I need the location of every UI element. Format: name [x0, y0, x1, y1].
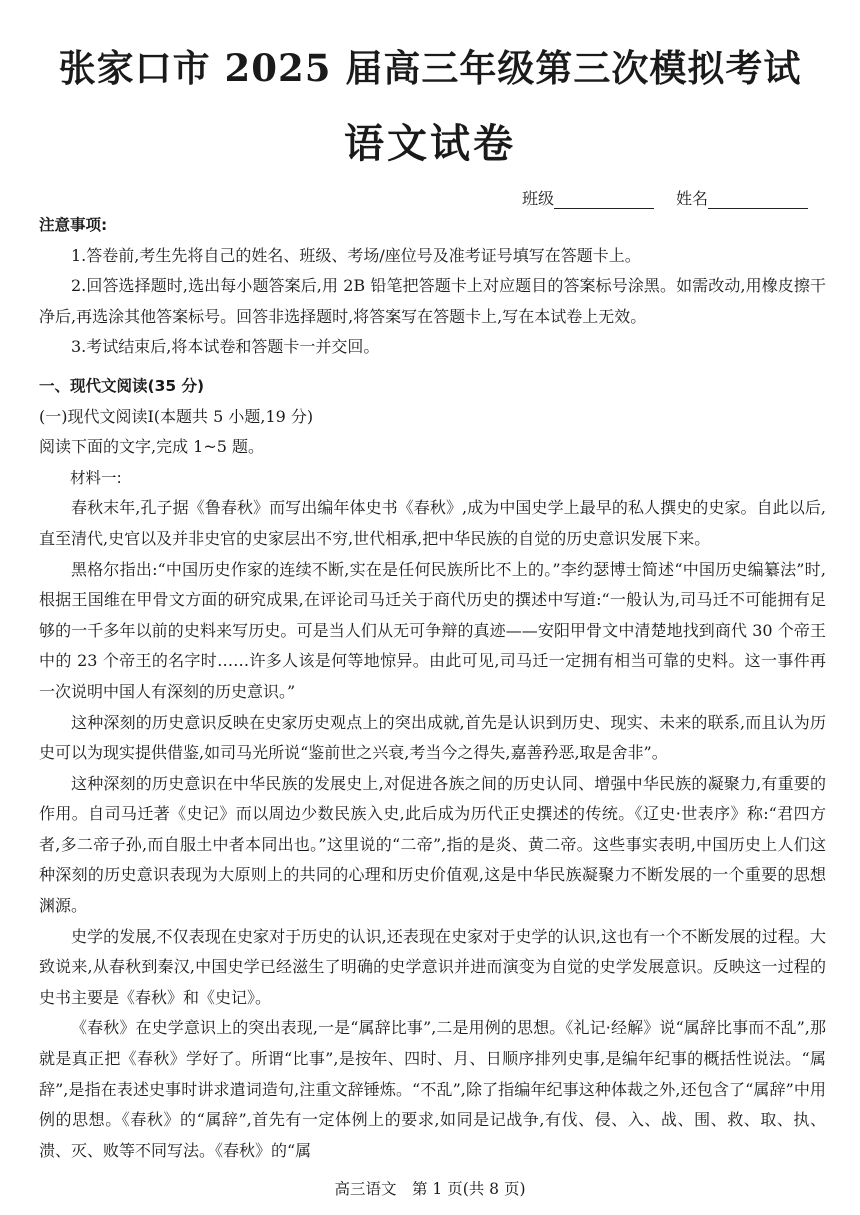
page-footer: 高三语文 第 1 页(共 8 页) — [334, 1180, 526, 1198]
section-heading: 一、现代文阅读(35 分) — [39, 376, 205, 395]
notice-item: 1.答卷前,考生先将自己的姓名、班级、考场/座位号及准考证号填写在答题卡上。 — [71, 245, 641, 265]
class-blank — [554, 192, 654, 209]
passage-paragraph: 史学的发展,不仅表现在史家对于历史的认识,还表现在史家对于史学的认识,这也有一个不断发展的过程。大致说来,从春秋到秦汉,中国史学已经滋生了明确的史学意识并进而演变为自觉的史学发展意识。反映这一过程的史书主要是《春秋》和《史记》。 — [39, 926, 826, 1007]
name-label: 姓名 — [675, 189, 708, 208]
exam-content — [39, 210, 826, 1166]
exam-subtitle: 语文试卷 — [344, 120, 516, 167]
passage-paragraph: 黑格尔指出:“中国历史作家的连续不断,实在是任何民族所比不上的。”李约瑟博士简述“中国历史编纂法”时,根据王国维在甲骨文方面的研究成果,在评论司马迁关于商代历史的撰述中写道:“一般认为,司马迁不可能拥有足够的一千多年以前的史料来写历史。可是当人们从无可争辩的真迹——安阳甲骨文中清楚地找到商代 30 个帝王中的 23 个帝王的名字时……许多人该是何等地惊异。由此可见,司马迁一定拥有相当可靠的史料。这一事件再一次说明中国人有深刻的历史意识。” — [39, 559, 826, 701]
student-info-fields — [522, 186, 808, 209]
name-blank — [708, 192, 808, 209]
subsection-heading: (一)现代文阅读Ⅰ(本题共 5 小题,19 分) — [39, 406, 314, 426]
passage-paragraph: 这种深刻的历史意识在中华民族的发展史上,对促进各族之间的历史认同、增强中华民族的凝聚力,有重要的作用。自司马迁著《史记》而以周边少数民族入史,此后成为历代正史撰述的传统。《辽史·世表序》称:“君四方者,多二帝子孙,而自服土中者本同出也。”这里说的“二帝”,指的是炎、黄二帝。这些事实表明,中国历史上人们这种深刻的历史意识表现为大原则上的共同的心理和历史价值观,这是中华民族凝聚力不断发展的一个重要的思想渊源。 — [39, 773, 826, 916]
passage-paragraph: 春秋末年,孔子据《鲁春秋》而写出编年体史书《春秋》,成为中国史学上最早的私人撰史的史家。自此以后,直至清代,史官以及并非史官的史家层出不穷,世代相承,把中华民族的自觉的历史意识发展下来。 — [39, 498, 826, 548]
notice-item: 3.考试结束后,将本试卷和答题卡一并交回。 — [71, 337, 380, 357]
class-field — [522, 186, 654, 209]
material-label: 材料一: — [70, 468, 122, 487]
class-label: 班级 — [521, 189, 554, 208]
reading-instruction: 阅读下面的文字,完成 1~5 题。 — [39, 437, 265, 457]
notice-heading: 注意事项: — [39, 216, 108, 234]
passage-paragraph: 《春秋》在史学意识上的突出表现,一是“属辞比事”,二是用例的思想。《礼记·经解》说“属辞比事而不乱”,那就是真正把《春秋》学好了。所谓“比事”,是按年、四时、月、日顺序排列史事,是编年纪事的概括性说法。“属辞”,是指在表述史事时讲求遣词造句,注重文辞锤炼。“不乱”,除了指编年纪事这种体裁之外,还包含了“属辞”中用例的思想。《春秋》的“属辞”,首先有一定体例上的要求,如同是记战争,有伐、侵、入、战、围、救、取、执、溃、灭、败等不同写法。《春秋》的“属 — [39, 1018, 826, 1160]
name-field — [676, 186, 808, 209]
exam-title: 张家口市 2025 届高三年级第三次模拟考试 — [58, 46, 802, 90]
notice-item: 2.回答选择题时,选出每小题答案后,用 2B 铅笔把答题卡上对应题目的答案标号涂黑。如需改动,用橡皮擦干净后,再选涂其他答案标号。回答非选择题时,将答案写在答题卡上,写在本试卷上无效。 — [39, 276, 826, 326]
passage-paragraph: 这种深刻的历史意识反映在史家历史观点上的突出成就,首先是认识到历史、现实、未来的联系,而且认为历史可以为现实提供借鉴,如司马光所说“鉴前世之兴衰,考当今之得失,嘉善矜恶,取是舍非”。 — [39, 712, 826, 763]
